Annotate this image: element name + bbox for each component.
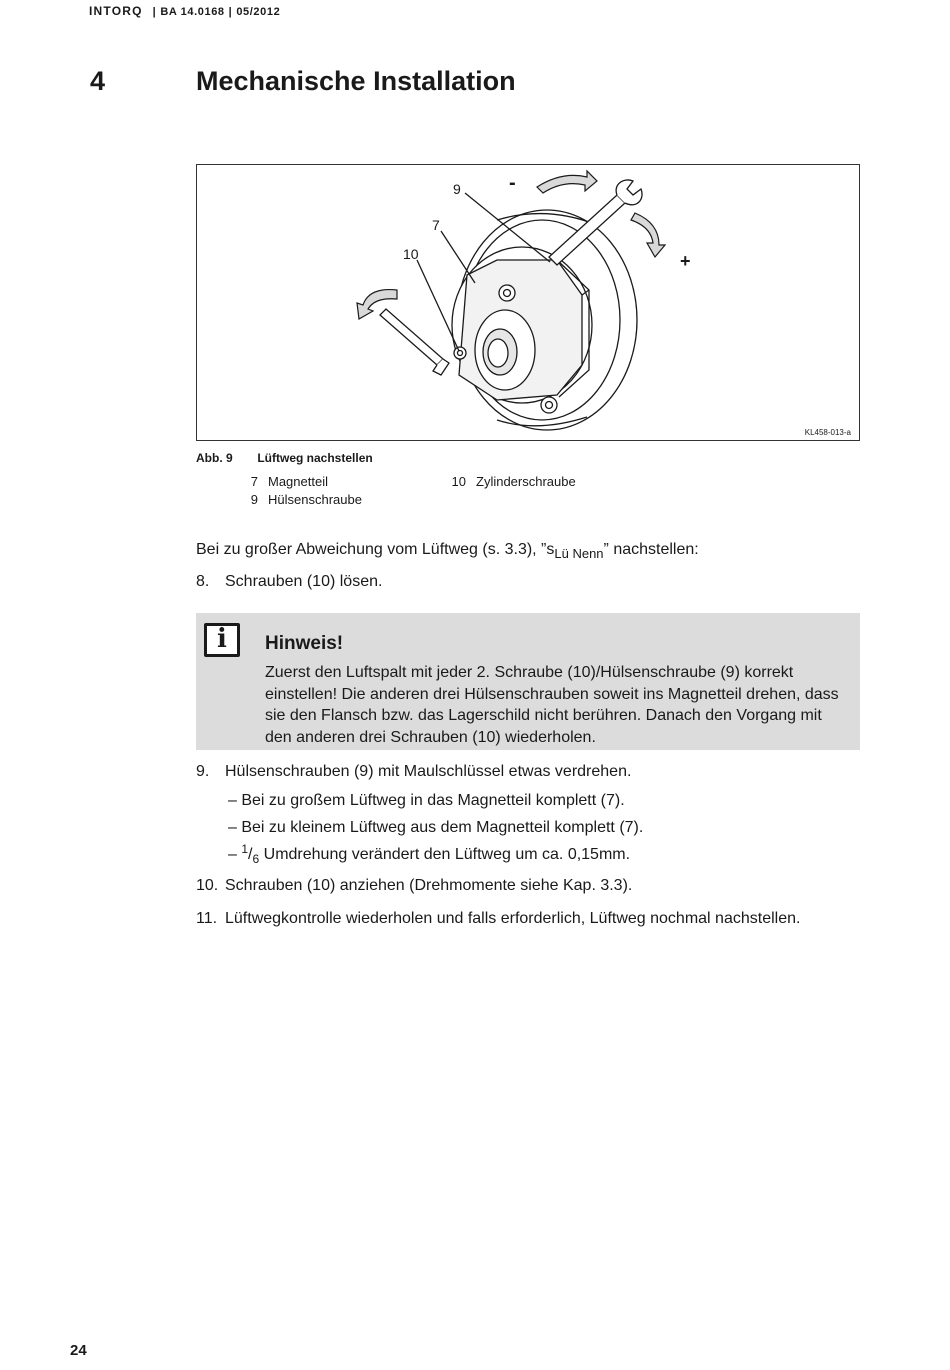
step-text: Hülsenschrauben (9) mit Maulschlüssel etwas verdrehen. bbox=[225, 763, 632, 780]
callout-10: 10 bbox=[403, 246, 419, 262]
legend-item bbox=[442, 474, 576, 489]
brand-logo: INTORQ bbox=[89, 4, 143, 18]
figure-caption bbox=[196, 451, 373, 465]
step-8 bbox=[196, 573, 382, 591]
legend-text: Zylinderschraube bbox=[476, 474, 576, 489]
callout-9: 9 bbox=[453, 181, 461, 197]
step-number: 8. bbox=[196, 573, 210, 590]
info-icon: i bbox=[204, 623, 240, 657]
step-number: 9. bbox=[196, 763, 210, 780]
document-date: 05/2012 bbox=[236, 6, 281, 18]
document-id: BA 14.0168 bbox=[160, 6, 225, 18]
figure-code: KL458-013-a bbox=[804, 428, 851, 437]
step-number: 11. bbox=[196, 910, 218, 927]
legend-number: 7 bbox=[250, 474, 258, 489]
caption-label: Abb. 9 bbox=[196, 451, 233, 465]
caption-title: Lüftweg nachstellen bbox=[257, 451, 373, 465]
plus-sign: + bbox=[680, 251, 691, 271]
intro-before: Bei zu großer Abweichung vom Lüftweg (s. 3.3), ”s bbox=[196, 541, 555, 558]
callout-7: 7 bbox=[432, 217, 440, 233]
legend-text: Hülsenschraube bbox=[268, 492, 362, 507]
fraction-numerator: 1 bbox=[241, 842, 249, 856]
fraction-dash: – bbox=[228, 846, 237, 863]
legend-number: 10 bbox=[451, 474, 466, 489]
page-header bbox=[89, 4, 280, 18]
step-9-fraction-line: – $^1/_6$ Umdrehung verändert den Lüftweg um ca. 0,15mm. bbox=[228, 842, 631, 866]
chapter-title: Mechanische Installation bbox=[196, 66, 516, 96]
fraction-denominator: 6 bbox=[252, 852, 260, 866]
chapter-number: 4 bbox=[90, 66, 106, 96]
header-separator: | bbox=[152, 6, 157, 18]
intro-after: ” nachstellen: bbox=[603, 541, 699, 558]
step-text: Schrauben (10) lösen. bbox=[225, 573, 383, 590]
page-number: 24 bbox=[70, 1342, 87, 1359]
legend-text: Magnetteil bbox=[268, 474, 328, 489]
note-box bbox=[196, 613, 860, 750]
minus-sign: - bbox=[509, 172, 516, 194]
figure-box bbox=[196, 164, 860, 441]
step-10 bbox=[196, 877, 632, 895]
step-11 bbox=[196, 910, 800, 928]
note-body: Zuerst den Luftspalt mit jeder 2. Schraube (10)/Hülsenschraube (9) korrekt einstellen! Die anderen drei Hülsenschrauben soweit ins Magnetteil drehen, dass sie den Flansch bzw. das Lagerschild nicht berühren. Danach den Vorgang mit den anderen drei Schrauben (10) wiederholen. bbox=[265, 664, 839, 746]
step-text: Schrauben (10) anziehen (Drehmomente siehe Kap. 3.3). bbox=[225, 877, 633, 894]
legend-item bbox=[234, 474, 328, 489]
step-9 bbox=[196, 763, 631, 781]
note-title: Hinweis! bbox=[265, 633, 344, 654]
header-separator: | bbox=[228, 6, 233, 18]
legend-number: 9 bbox=[250, 492, 258, 507]
brake-illustration bbox=[197, 165, 859, 440]
intro-paragraph bbox=[196, 540, 699, 564]
intro-subscript: Lü Nenn bbox=[554, 546, 604, 562]
step-9-bullet: – Bei zu großem Lüftweg in das Magnetteil komplett (7). bbox=[228, 792, 625, 809]
legend-item bbox=[234, 492, 362, 507]
fraction-text: Umdrehung verändert den Lüftweg um ca. 0,15mm. bbox=[263, 846, 631, 863]
step-number: 10. bbox=[196, 877, 219, 894]
step-text: Lüftwegkontrolle wiederholen und falls erforderlich, Lüftweg nochmal nachstellen. bbox=[225, 910, 801, 927]
step-9-bullet: – Bei zu kleinem Lüftweg aus dem Magnetteil komplett (7). bbox=[228, 819, 644, 836]
